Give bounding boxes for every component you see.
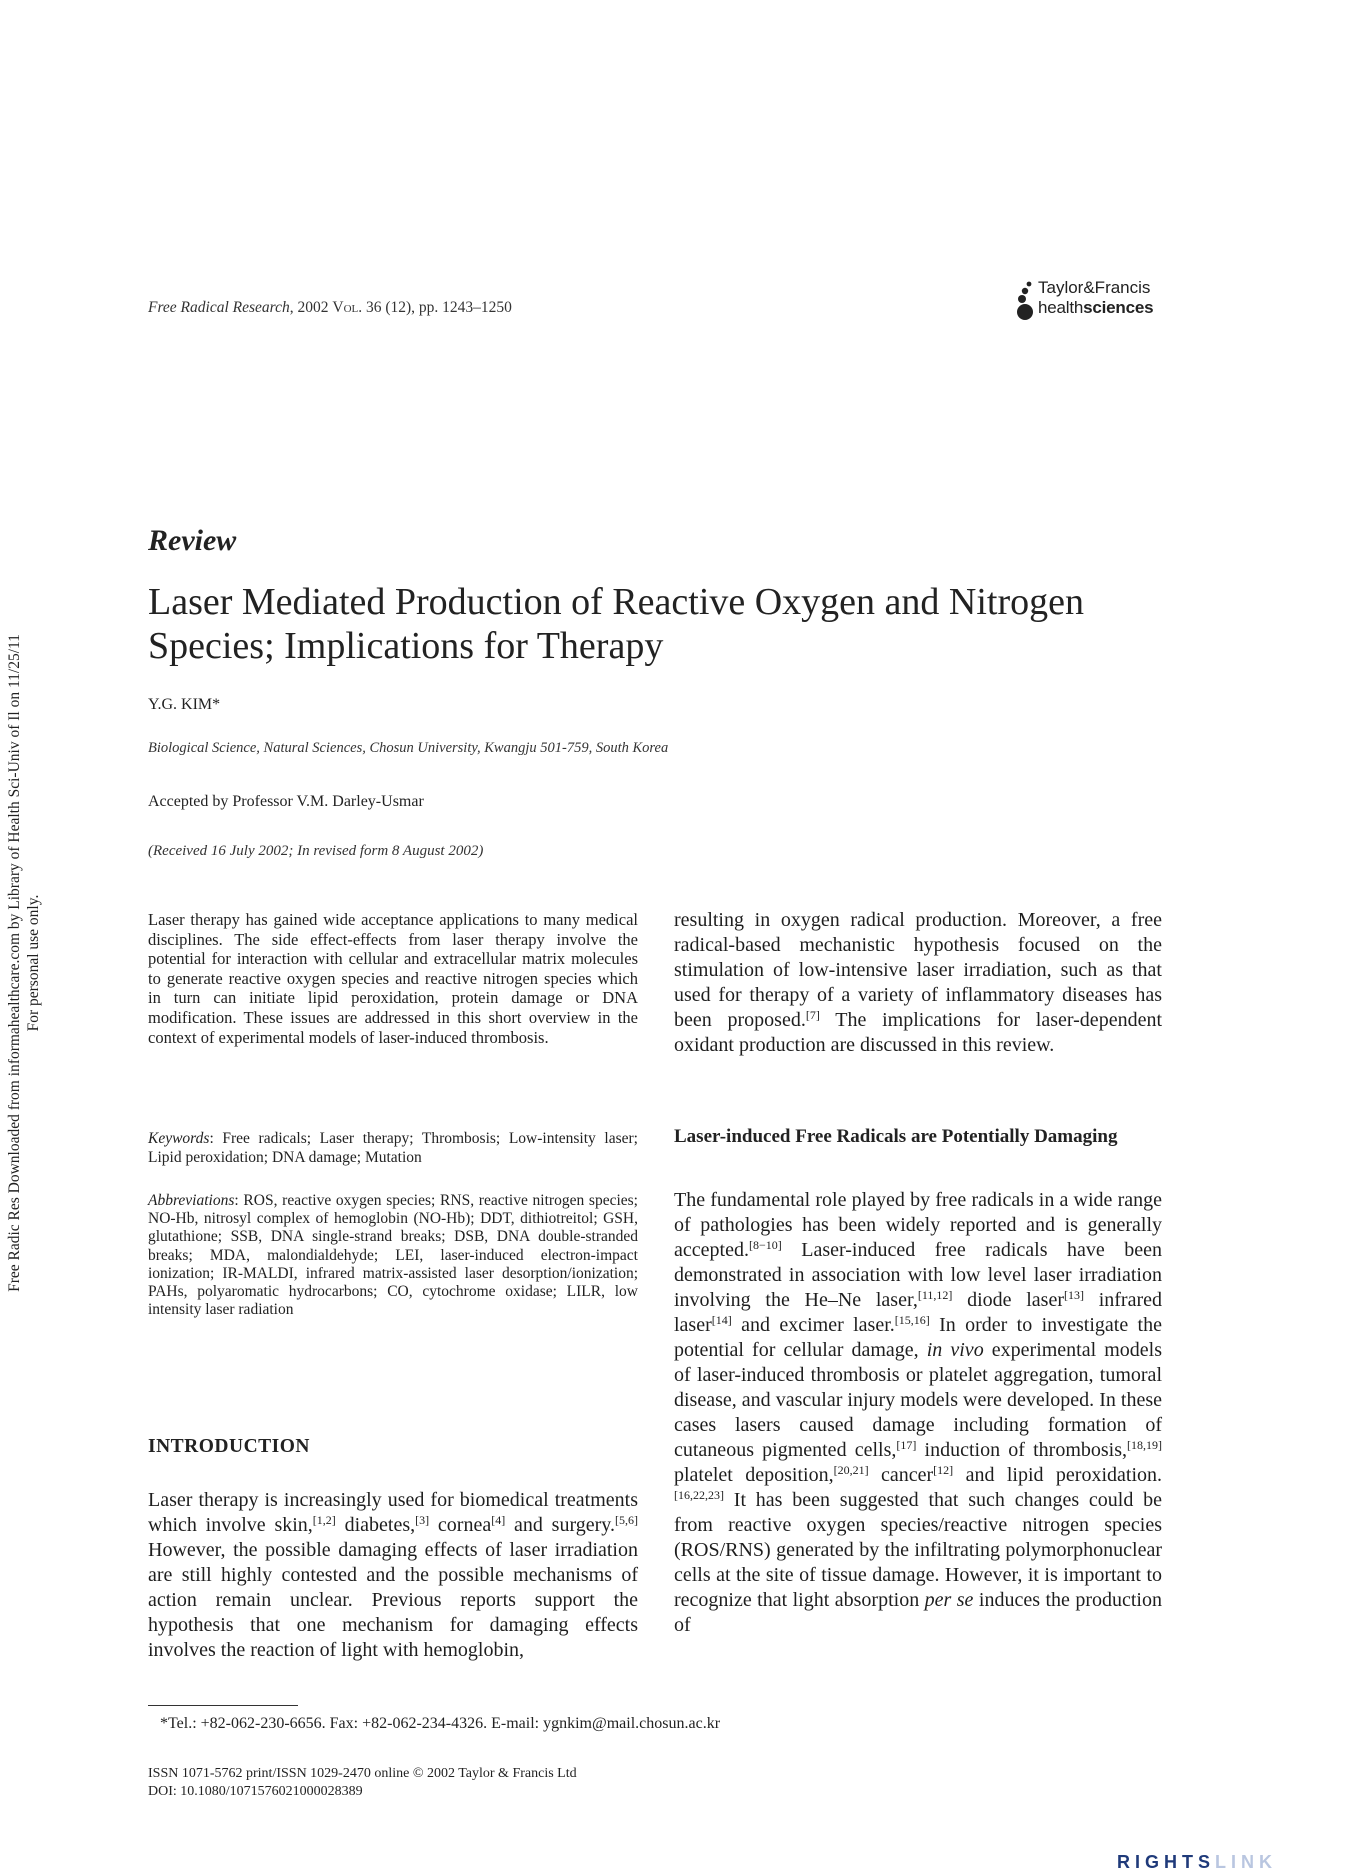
rightslink-logo[interactable]: RIGHTSLINK	[1117, 1852, 1278, 1872]
issn-line: ISSN 1071-5762 print/ISSN 1029-2470 online © 2002 Taylor & Francis Ltd	[148, 1766, 577, 1781]
introduction-paragraph: Laser therapy is increasingly used for biomedical treatments which involve skin,[1,2] diabetes,[3] cornea[4] and surgery.[5,6] However, the possible damaging effects of laser irradiation are still highly contested and the possible mechanisms of action remain unclear. Previous reports support the hypothesis that one mechanism for damaging effects involves the reaction of light with hemoglobin,	[148, 1489, 638, 1661]
section-heading: Laser-induced Free Radicals are Potentially Damaging	[674, 1126, 1118, 1147]
citation-ref[interactable]: [17]	[896, 1438, 917, 1452]
corresponding-author-footnote: *Tel.: +82-062-230-6656. Fax: +82-062-234-4326. E-mail: ygnkim@mail.chosun.ac.kr	[160, 1715, 721, 1732]
continued-paragraph: resulting in oxygen radical production. Moreover, a free radical-based mechanistic hypothesis focused on the stimulation of low-intensive laser irradiation, such as that used for therapy of a variety of inflammatory diseases has been proposed.[7] The implications for laser-dependent oxidant production are discussed in this review.	[674, 909, 1162, 1056]
citation-ref[interactable]: [8−10]	[748, 1238, 782, 1252]
citation-ref[interactable]: [4]	[491, 1513, 506, 1527]
abbreviations: Abbreviations: ROS, reactive oxygen species; RNS, reactive nitrogen species; NO-Hb, nitrosyl complex of hemoglobin (NO-Hb); DDT, dithiotreitol; GSH, glutathione; SSB, DNA single-strand breaks; DSB, DNA double-stranded breaks; MDA, malondialdehyde; LEI, laser-induced electron-impact ionization; IR-MALDI, infrared matrix-assisted laser desorption/ionization; PAHs, polyaromatic hydrocarbons; CO, cytochrome oxidase; LILR, low intensity laser radiation	[148, 1192, 638, 1319]
journal-citation: Free Radical Research, 2002 Vol. 36 (12), pp. 1243–1250	[148, 299, 512, 316]
issn-block	[148, 1765, 577, 1801]
doi-line[interactable]: DOI: 10.1080/1071576021000028389	[148, 1784, 363, 1799]
journal-name: Free Radical Research	[148, 299, 290, 316]
citation-ref[interactable]: [5,6]	[615, 1513, 638, 1527]
abstract: Laser therapy has gained wide acceptance applications to many medical disciplines. The side effect-effects from laser therapy involve the potential for interaction with cellular and extracellular matrix molecules to generate reactive oxygen species and reactive nitrogen species which in turn can initiate lipid peroxidation, protein damage or DNA modification. These issues are addressed in this short overview in the context of experimental models of laser-induced thrombosis.	[148, 910, 638, 1047]
section-paragraph: The fundamental role played by free radicals in a wide range of pathologies has been widely reported and is generally accepted.[8−10] Laser-induced free radicals have been demonstrated in association with low level laser irradiation involving the He–Ne laser,[11,12] diode laser[13] infrared laser[14] and excimer laser.[15,16] In order to investigate the potential for cellular damage, in vivo experimental models of laser-induced thrombosis or platelet aggregation, tumoral disease, and vascular injury models were developed. In these cases lasers caused damage including formation of cutaneous pigmented cells,[17] induction of thrombosis,[18,19] platelet deposition,[20,21] cancer[12] and lipid peroxidation.[16,22,23] It has been suggested that such changes could be from reactive oxygen species/reactive nitrogen species (ROS/RNS) generated by the infiltrating polymorphonuclear cells at the site of tissue damage. However, it is important to recognize that light absorption per se induces the production of	[674, 1189, 1163, 1636]
citation-ref[interactable]: [15,16]	[894, 1313, 930, 1327]
author: Y.G. KIM*	[148, 696, 221, 713]
publisher-imprint: healthsciences	[1038, 298, 1154, 317]
citation-ref[interactable]: [11,12]	[917, 1288, 953, 1302]
citation-ref[interactable]: [14]	[711, 1313, 732, 1327]
affiliation: Biological Science, Natural Sciences, Chosun University, Kwangju 501-759, South Korea	[148, 740, 669, 756]
citation-ref[interactable]: [18,19]	[1127, 1438, 1163, 1452]
section-label: Review	[148, 524, 237, 557]
publisher-logo	[1014, 278, 1170, 324]
introduction-heading: INTRODUCTION	[148, 1436, 311, 1457]
footnote-divider	[148, 1705, 298, 1706]
keywords: Keywords: Free radicals; Laser therapy; Thrombosis; Low-intensity laser; Lipid peroxidation; DNA damage; Mutation	[148, 1130, 638, 1166]
citation-ref[interactable]: [3]	[415, 1513, 430, 1527]
citation-ref[interactable]: [12]	[933, 1463, 954, 1477]
download-watermark	[5, 443, 43, 1483]
received-dates: (Received 16 July 2002; In revised form 8 August 2002)	[148, 843, 484, 859]
accepted-by: Accepted by Professor V.M. Darley-Usmar	[148, 793, 424, 810]
citation-ref[interactable]: [1,2]	[312, 1513, 336, 1527]
citation-ref[interactable]: [7]	[805, 1008, 820, 1022]
citation-ref[interactable]: [16,22,23]	[674, 1488, 724, 1502]
publisher-dots-icon	[1014, 280, 1038, 322]
citation-ref[interactable]: [13]	[1064, 1288, 1084, 1302]
watermark-line-2: For personal use only.	[25, 894, 42, 1032]
article-title: Laser Mediated Production of Reactive Oxygen and Nitrogen Species; Implications for Therapy	[148, 581, 1084, 667]
citation-ref[interactable]: [20,21]	[833, 1463, 869, 1477]
watermark-line-1: Free Radic Res Downloaded from informahealthcare.com by Library of Health Sci-Univ of Il on 11/25/11	[6, 634, 23, 1292]
publisher-name: Taylor&Francis	[1038, 278, 1151, 297]
